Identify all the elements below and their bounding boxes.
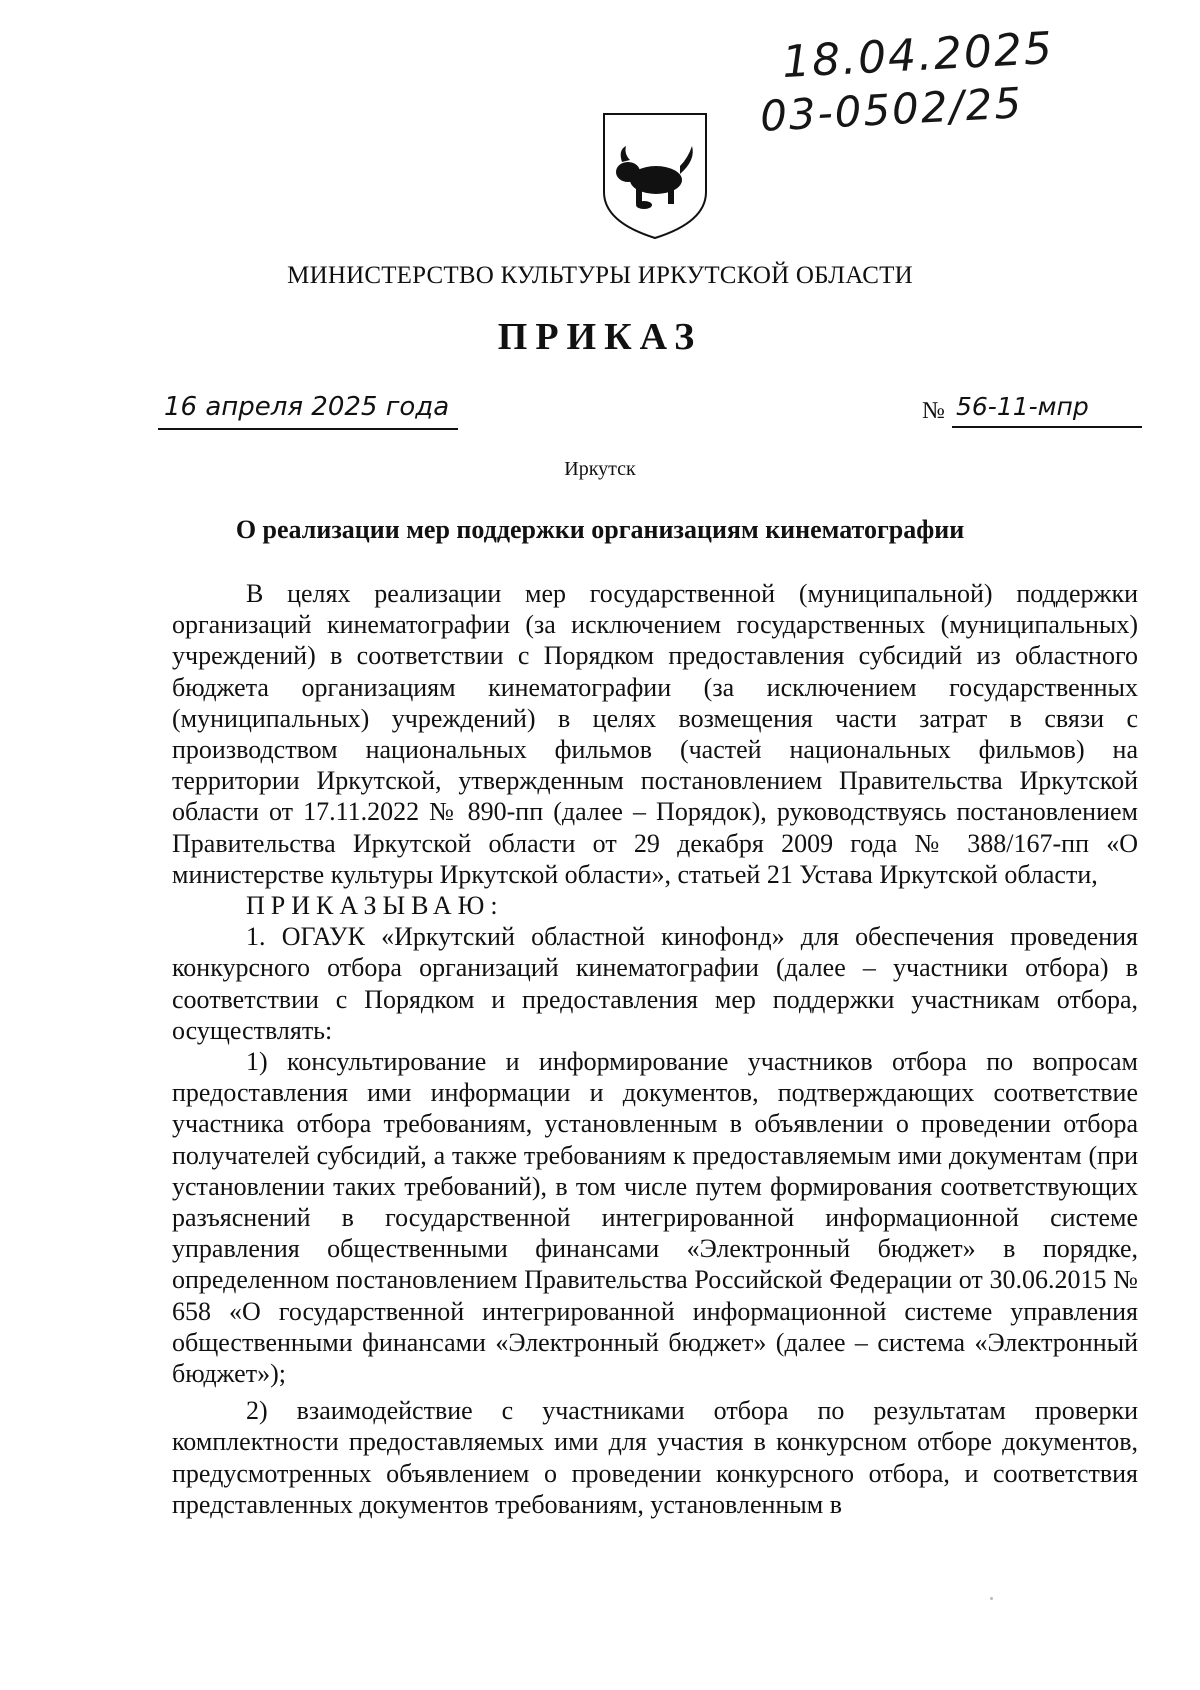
document-title: ПРИКАЗ (497, 316, 703, 358)
order-number-line (952, 392, 1142, 428)
order-body (172, 578, 1138, 1520)
scan-speck (990, 1597, 993, 1600)
number-sign: № (922, 398, 945, 424)
order-date-handwritten: 16 апреля 2025 года (164, 392, 450, 422)
order-number-handwritten: 56-11-мпр (956, 392, 1089, 421)
registration-number: 03-0502/25 (758, 78, 1025, 141)
order-date-field (158, 392, 458, 430)
city: Иркутск (564, 458, 636, 480)
order-word: ПРИКАЗЫВАЮ: (246, 891, 504, 921)
order-subject: О реализации мер поддержки организациям кинематографии (235, 515, 965, 544)
item-1-2-paragraph: 2) взаимодействие с участниками отбора по результатам проверки комплектности предоставляемых ими для участия в конкурсном отборе документов, предусмотренных объявлением о проведении конкурсного отбора, и соответствия представленных документов требованиям, установленным в (172, 1396, 1138, 1519)
preamble-paragraph: В целях реализации мер государственной (муниципальной) поддержки организаций кинематографии (за исключением государственных (муниципальных) учреждений) в соответствии с Порядком предоставления субсидий из областного бюджета организациям кинематографии (за исключением государственных (муниципальных) учреждений) в целях возмещения части затрат в связи с производством национальных фильмов (частей национальных фильмов) на территории Иркутской, утвержденным постановлением Правительства Иркутской области от 17.11.2022 № 890-пп (далее – Порядок), руководствуясь постановлением Правительства Иркутской области от 29 декабря 2009 года № 388/167-пп «О министерстве культуры Иркутской области», статьей 21 Устава Иркутской области, (172, 579, 1138, 889)
item-1-paragraph: 1. ОГАУК «Иркутский областной кинофонд» для обеспечения проведения конкурсного отбора организаций кинематографии (далее – участники отбора) в соответствии с Порядком и предоставления мер поддержки участникам отбора, осуществлять: (172, 922, 1138, 1045)
ministry-name: МИНИСТЕРСТВО КУЛЬТУРЫ ИРКУТСКОЙ ОБЛАСТИ (287, 262, 913, 289)
item-1-1-paragraph: 1) консультирование и информирование участников отбора по вопросам предоставления ими информации и документов, подтверждающих соответствие участника отбора требованиям, установленным в объявлении о проведении отбора получателей субсидий, а также требованиям к предоставляемым ими документам (при установлении таких требований), в том числе путем формирования соответствующих разъяснений в государственной интегрированной информационной системе управления общественными финансами «Электронный бюджет» в порядке, определенном постановлением Правительства Российской Федерации от 30.06.2015 № 658 «О государственной интегрированной информационной системе управления общественными финансами «Электронный бюджет» (далее – система «Электронный бюджет»); (172, 1047, 1138, 1389)
registration-date: 18.04.2025 (780, 22, 1056, 89)
coat-of-arms-icon (600, 110, 710, 242)
